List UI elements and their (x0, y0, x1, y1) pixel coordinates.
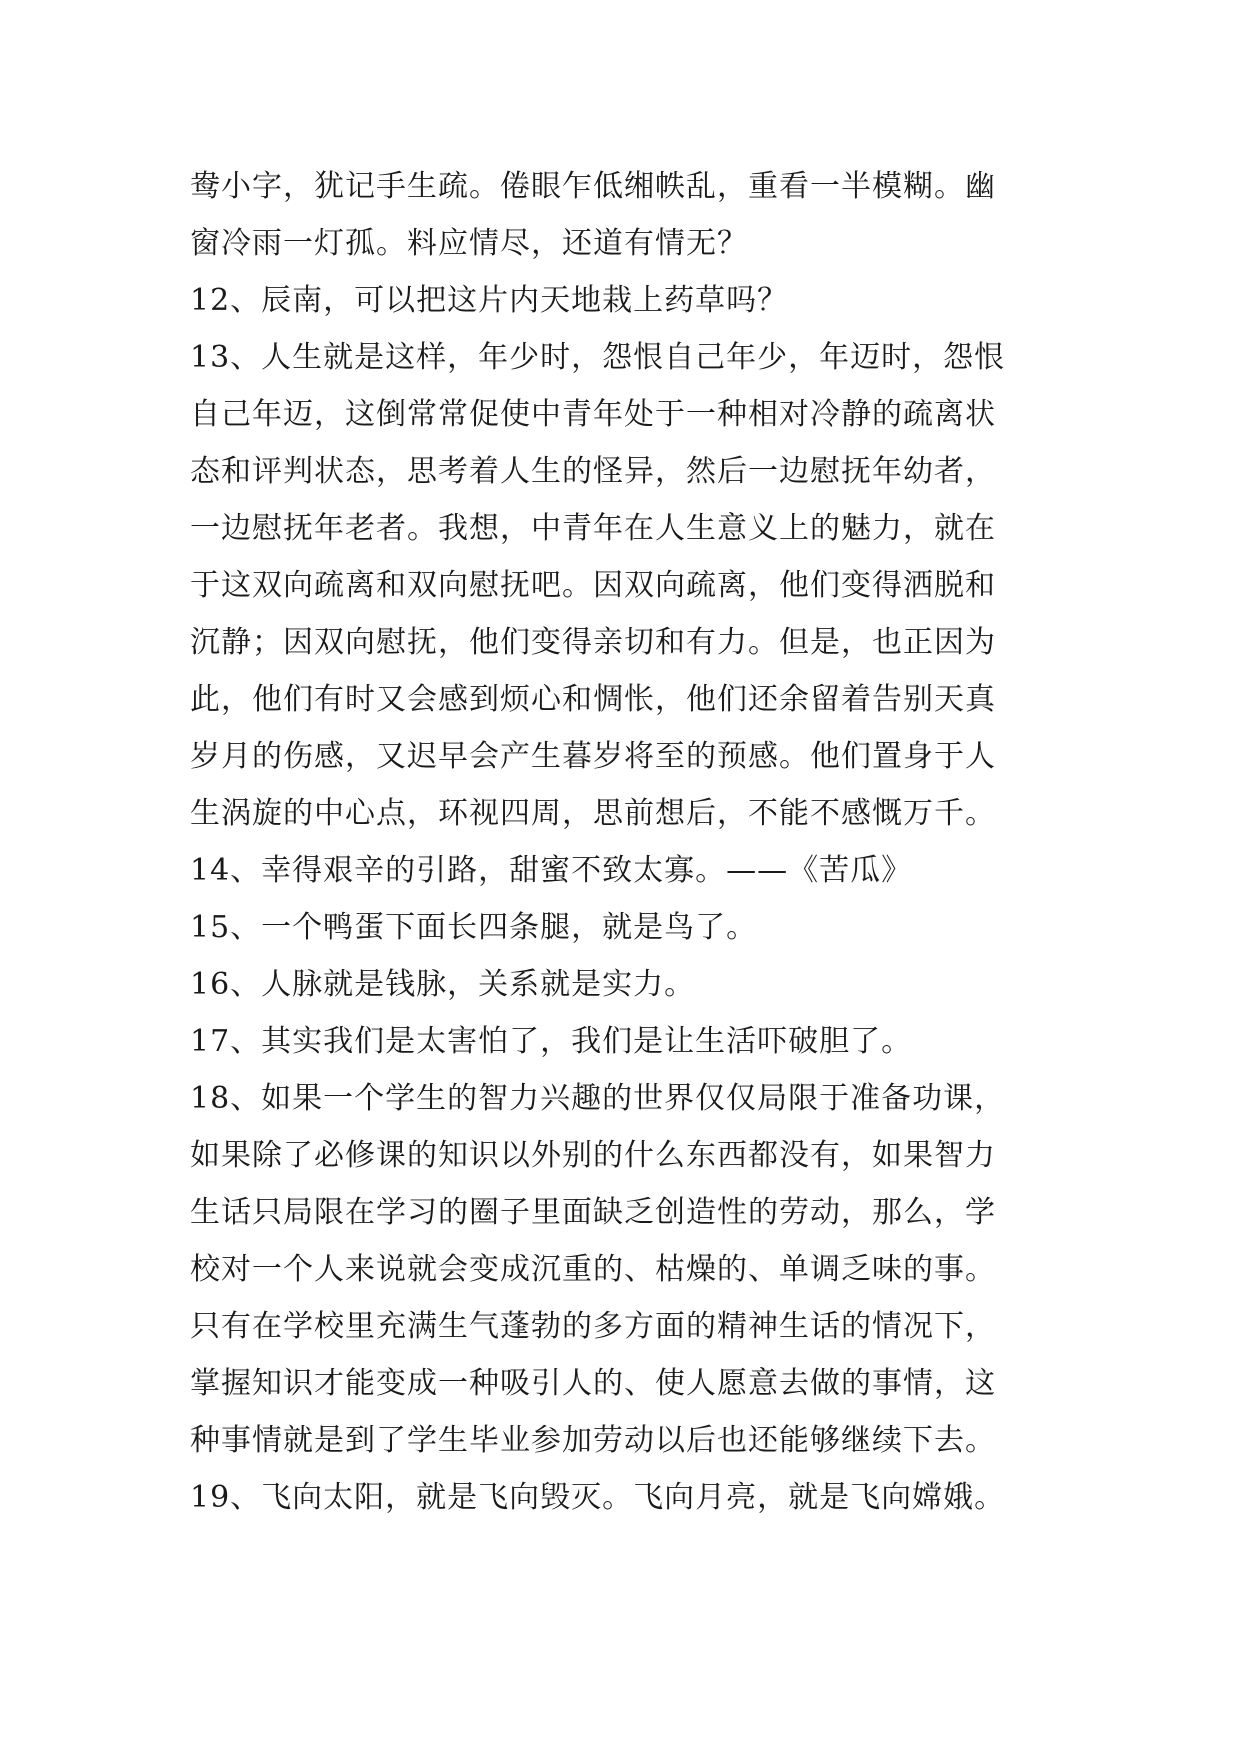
text-line: 此，他们有时又会感到烦心和惆怅，他们还余留着告别天真 (190, 682, 996, 717)
text-line: 自己年迈，这倒常常促使中青年处于一种相对冷静的疏离状 (190, 397, 996, 432)
text-line: 只有在学校里充满生气蓬勃的多方面的精神生话的情况下， (190, 1309, 996, 1344)
text-line: 如果除了必修课的知识以外别的什么东西都没有，如果智力 (190, 1138, 996, 1173)
text-line: 态和评判状态，思考着人生的怪异，然后一边慰抚年幼者， (190, 454, 996, 489)
text-line: 17、其实我们是太害怕了，我们是让生活吓破胆了。 (190, 1024, 913, 1059)
text-line: 沉静；因双向慰抚，他们变得亲切和有力。但是，也正因为 (190, 625, 996, 660)
text-line: 19、飞向太阳，就是飞向毁灭。飞向月亮，就是飞向嫦娥。 (190, 1480, 1006, 1515)
document-body (190, 158, 1080, 1526)
text-line: 窗冷雨一灯孤。料应情尽，还道有情无？ (190, 226, 748, 261)
text-line: 生话只局限在学习的圈子里面缺乏创造性的劳动，那么，学 (190, 1195, 996, 1230)
text-line: 校对一个人来说就会变成沉重的、枯燥的、单调乏味的事。 (190, 1252, 996, 1287)
text-line: 18、如果一个学生的智力兴趣的世界仅仅局限于准备功课， (190, 1081, 1006, 1116)
text-line: 于这双向疏离和双向慰抚吧。因双向疏离，他们变得洒脱和 (190, 568, 996, 603)
text-line: 生涡旋的中心点，环视四周，思前想后，不能不感慨万千。 (190, 796, 996, 831)
text-line: 15、一个鸭蛋下面长四条腿，就是鸟了。 (190, 910, 758, 945)
text-line: 14、幸得艰辛的引路，甜蜜不致太寡。——《苦瓜》 (190, 853, 913, 888)
text-line: 掌握知识才能变成一种吸引人的、使人愿意去做的事情，这 (190, 1366, 996, 1401)
text-line: 岁月的伤感，又迟早会产生暮岁将至的预感。他们置身于人 (190, 739, 996, 774)
text-line: 12、辰南，可以把这片内天地栽上药草吗？ (190, 283, 789, 318)
text-line: 种事情就是到了学生毕业参加劳动以后也还能够继续下去。 (190, 1423, 996, 1458)
text-line: 13、人生就是这样，年少时，怨恨自己年少，年迈时，怨恨 (190, 340, 1006, 375)
text-line: 鸯小字，犹记手生疏。倦眼乍低缃帙乱，重看一半模糊。幽 (190, 169, 996, 204)
text-line: 16、人脉就是钱脉，关系就是实力。 (190, 967, 696, 1002)
text-line: 一边慰抚年老者。我想，中青年在人生意义上的魅力，就在 (190, 511, 996, 546)
